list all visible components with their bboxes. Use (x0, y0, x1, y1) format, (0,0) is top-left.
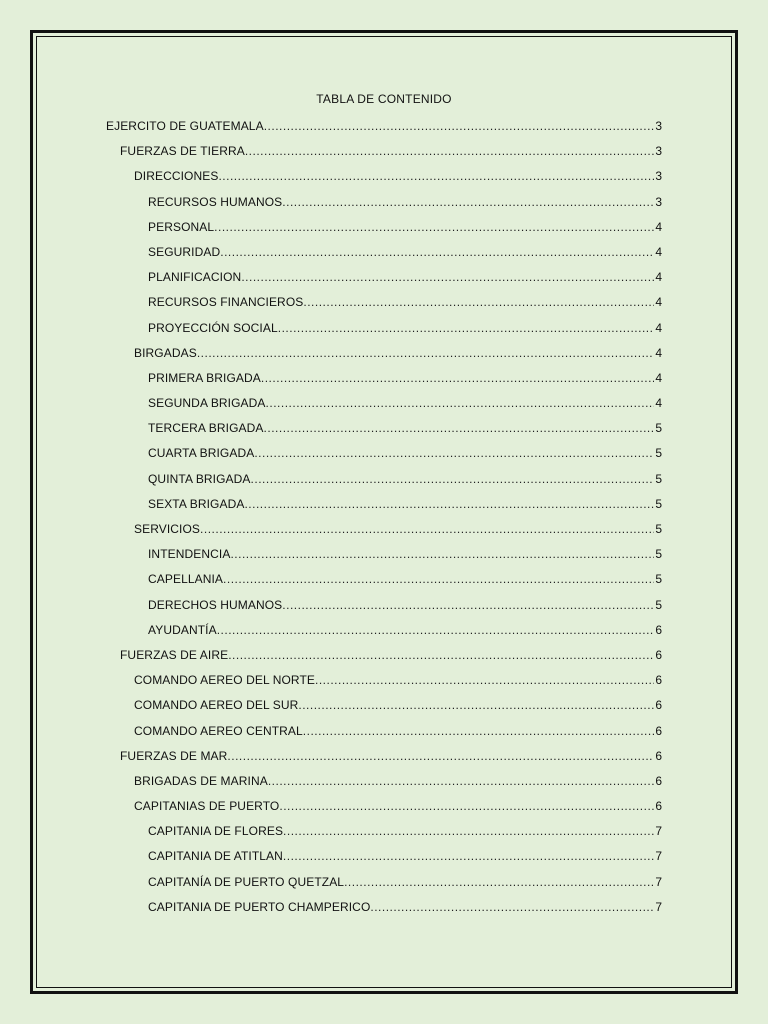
toc-entry-text: INTENDENCIA (148, 547, 231, 562)
toc-page-number: 4 (655, 320, 662, 335)
toc-entry-text: FUERZAS DE AIRE (120, 647, 229, 662)
toc-entry-text: CAPITANIA DE ATITLAN (148, 849, 283, 864)
toc-page-number: 4 (655, 219, 662, 234)
toc-entry[interactable] (106, 371, 662, 396)
toc-dot-leader (230, 547, 654, 561)
toc-dot-leader (283, 849, 654, 863)
toc-page-number: 4 (655, 244, 662, 259)
toc-dot-leader (264, 119, 655, 133)
toc-entry-text: COMANDO AEREO DEL NORTE (134, 673, 315, 688)
toc-dot-leader (266, 396, 655, 410)
toc-page-number: 6 (655, 673, 662, 688)
toc-entry[interactable] (106, 900, 662, 925)
toc-page-number: 3 (655, 144, 662, 159)
toc-entry[interactable] (106, 799, 662, 824)
toc-page-number: 7 (655, 899, 662, 914)
toc-title: TABLA DE CONTENIDO (316, 92, 452, 106)
toc-entry-text: COMANDO AEREO CENTRAL (134, 723, 303, 738)
toc-dot-leader (278, 321, 655, 335)
toc-page-number: 5 (655, 496, 662, 511)
toc-entry-text: FUERZAS DE TIERRA (120, 144, 245, 159)
toc-dot-leader (283, 824, 654, 838)
toc-entry[interactable] (106, 220, 662, 245)
toc-page-number: 6 (655, 698, 662, 713)
toc-entry-text: COMANDO AEREO DEL SUR (134, 698, 299, 713)
toc-dot-leader (315, 673, 654, 687)
toc-dot-leader (214, 220, 654, 234)
toc-dot-leader (298, 698, 654, 712)
toc-entry[interactable] (106, 875, 662, 900)
toc-dot-leader (244, 497, 654, 511)
toc-entry-text: CUARTA BRIGADA (148, 446, 255, 461)
toc-page-number: 7 (655, 874, 662, 889)
toc-page-number: 7 (655, 824, 662, 839)
toc-entry-text: CAPELLANIA (148, 572, 224, 587)
toc-page-number: 5 (655, 597, 662, 612)
toc-entry[interactable] (106, 396, 662, 421)
toc-dot-leader (218, 169, 654, 183)
toc-entry-text: TERCERA BRIGADA (148, 421, 264, 436)
toc-entry-text: SEGUNDA BRIGADA (148, 396, 266, 411)
toc-entry[interactable] (106, 295, 662, 320)
toc-page-number: 5 (655, 522, 662, 536)
toc-dot-leader (217, 623, 655, 637)
toc-entry-text: CAPITANÍA DE PUERTO QUETZAL (148, 874, 345, 889)
toc-page-number: 3 (655, 169, 662, 184)
toc-entry-text: SERVICIOS (134, 522, 201, 536)
toc-entry-text: BIRGADAS (134, 345, 197, 360)
toc-page-number: 6 (655, 773, 662, 788)
toc-page-number: 5 (655, 471, 662, 486)
toc-page-number: 6 (655, 799, 662, 814)
toc-entry[interactable] (106, 446, 662, 471)
toc-page-number: 4 (655, 345, 662, 360)
toc-dot-leader (223, 572, 654, 586)
toc-entry[interactable] (106, 270, 662, 295)
toc-entry-text: FUERZAS DE MAR (120, 748, 228, 763)
toc-page-number: 3 (655, 119, 662, 133)
toc-entry-text: CAPITANIA DE FLORES (148, 824, 284, 839)
toc-entry[interactable] (106, 849, 662, 874)
toc-dot-leader (282, 598, 654, 612)
toc-page-number: 4 (655, 396, 662, 411)
toc-dot-leader (261, 371, 654, 385)
toc-entry[interactable] (106, 824, 662, 849)
toc-entry-text: AYUDANTÍA (148, 622, 217, 637)
toc-entry-text: PROYECCIÓN SOCIAL (148, 320, 278, 335)
toc-entry-text: PLANIFICACION (148, 270, 242, 285)
toc-entry-text: RECURSOS HUMANOS (148, 194, 283, 209)
toc-dot-leader (279, 799, 654, 813)
toc-entry-text: EJERCITO DE GUATEMALA (106, 119, 264, 133)
toc-entry[interactable] (106, 572, 662, 597)
toc-dot-leader (282, 195, 654, 209)
toc-page-number: 7 (655, 849, 662, 864)
toc-entry[interactable] (106, 698, 662, 723)
toc-entry[interactable] (106, 144, 662, 169)
toc-page-number: 5 (655, 547, 662, 562)
toc-dot-leader (344, 875, 654, 889)
toc-page-number: 3 (655, 194, 662, 209)
toc-entry-text: DERECHOS HUMANOS (148, 597, 283, 612)
table-of-contents (106, 119, 662, 925)
toc-entry[interactable] (106, 169, 662, 194)
toc-dot-leader (200, 522, 654, 536)
toc-dot-leader (254, 446, 654, 460)
toc-entry[interactable] (106, 724, 662, 749)
toc-entry[interactable] (106, 321, 662, 346)
toc-dot-leader (251, 472, 655, 486)
toc-dot-leader (268, 774, 654, 788)
toc-entry-text: DIRECCIONES (134, 169, 219, 184)
toc-dot-leader (228, 648, 654, 662)
toc-entry-text: PRIMERA BRIGADA (148, 370, 261, 385)
toc-entry[interactable] (106, 195, 662, 220)
toc-entry-text: PERSONAL (148, 219, 215, 234)
toc-entry[interactable] (106, 774, 662, 799)
toc-dot-leader (370, 900, 654, 914)
toc-page-number: 4 (655, 370, 662, 385)
toc-page-number: 6 (655, 748, 662, 763)
toc-entry-text: SEXTA BRIGADA (148, 496, 245, 511)
toc-entry[interactable] (106, 623, 662, 648)
toc-page-number: 5 (655, 572, 662, 587)
toc-page-number: 6 (655, 723, 662, 738)
toc-entry-text: BRIGADAS DE MARINA (134, 773, 268, 788)
toc-entry[interactable] (106, 547, 662, 572)
toc-dot-leader (303, 724, 655, 738)
toc-entry[interactable] (106, 119, 662, 144)
toc-dot-leader (227, 749, 654, 763)
toc-dot-leader (241, 270, 654, 284)
toc-entry[interactable] (106, 245, 662, 270)
toc-entry[interactable] (106, 497, 662, 522)
toc-dot-leader (303, 295, 654, 309)
toc-dot-leader (245, 144, 654, 158)
toc-entry-text: SEGURIDAD (148, 244, 221, 259)
toc-entry[interactable] (106, 346, 662, 371)
toc-entry-text: QUINTA BRIGADA (148, 471, 251, 486)
toc-entry-text: CAPITANIA DE PUERTO CHAMPERICO (148, 899, 371, 914)
toc-dot-leader (220, 245, 654, 259)
toc-entry-text: CAPITANIAS DE PUERTO (134, 799, 280, 814)
toc-dot-leader (264, 421, 655, 435)
toc-page-number: 6 (655, 647, 662, 662)
toc-entry[interactable] (106, 598, 662, 623)
toc-page-number: 5 (655, 421, 662, 436)
toc-page-number: 5 (655, 446, 662, 461)
toc-entry[interactable] (106, 749, 662, 774)
toc-page-number: 4 (655, 295, 662, 310)
toc-entry[interactable] (106, 421, 662, 446)
toc-page-number: 4 (655, 270, 662, 285)
toc-page-number: 6 (655, 622, 662, 637)
toc-entry[interactable] (106, 648, 662, 673)
toc-entry[interactable] (106, 472, 662, 497)
toc-entry-text: RECURSOS FINANCIEROS (148, 295, 304, 310)
toc-entry[interactable] (106, 673, 662, 698)
toc-entry[interactable] (106, 522, 662, 547)
toc-dot-leader (197, 346, 654, 360)
